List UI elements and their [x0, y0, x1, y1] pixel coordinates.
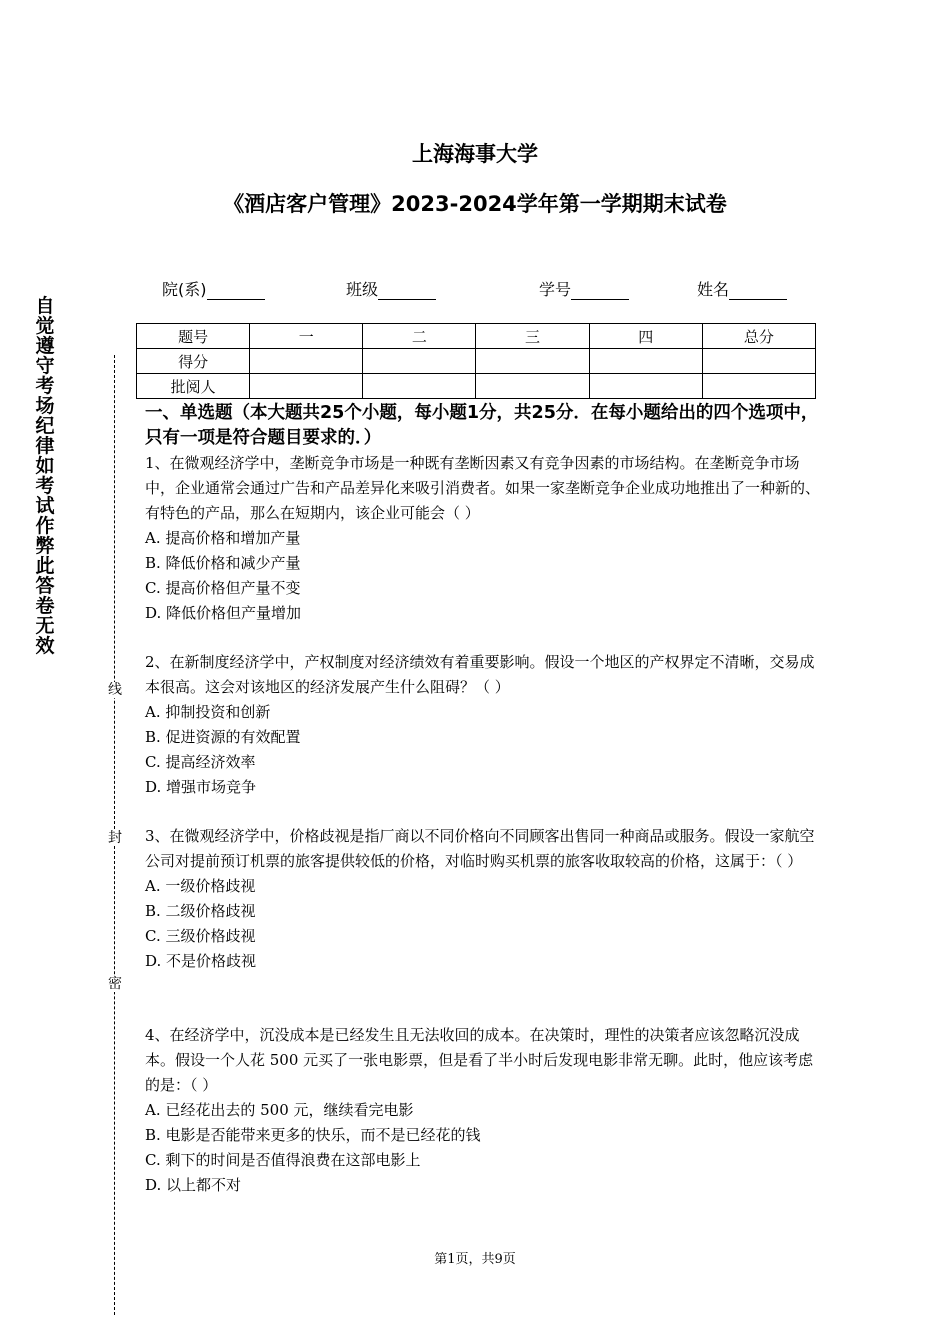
option-b[interactable]: B. 二级价格歧视 [145, 902, 256, 920]
reviewer-cell[interactable] [476, 374, 589, 399]
department-label: 院(系) [162, 280, 207, 299]
exam-title: 《酒店客户管理》2023-2024学年第一学期期末试卷 [223, 192, 727, 216]
score-header-cell: 题号 [137, 324, 250, 349]
class-blank[interactable] [378, 283, 436, 300]
score-cell[interactable] [476, 349, 589, 374]
score-cell[interactable] [363, 349, 476, 374]
question-4 [145, 1023, 825, 1198]
question-stem: 3、在微观经济学中，价格歧视是指厂商以不同价格向不同顾客出售同一种商品或服务。假设一家航空公司对提前预订机票的旅客提供较低的价格，对临时购买机票的旅客收取较高的价格，这属于：（ ） [145, 827, 815, 870]
question-2 [145, 650, 825, 800]
question-stem: 2、在新制度经济学中，产权制度对经济绩效有着重要影响。假设一个地区的产权界定不清晰，交易成本很高。这会对该地区的经济发展产生什么阻碍？（ ） [145, 653, 815, 696]
name-blank[interactable] [729, 283, 787, 300]
question-3 [145, 824, 825, 974]
student-id-field [539, 277, 629, 300]
score-header-cell: 二 [363, 324, 476, 349]
option-a[interactable]: A. 抑制投资和创新 [145, 703, 271, 721]
page-footer: 第1页，共9页 [434, 1252, 516, 1267]
reviewer-row-label: 批阅人 [137, 374, 250, 399]
score-cell[interactable] [250, 349, 363, 374]
score-cell[interactable] [702, 349, 815, 374]
student-id-blank[interactable] [571, 283, 629, 300]
name-label: 姓名 [697, 280, 730, 299]
question-stem: 1、在微观经济学中，垄断竞争市场是一种既有垄断因素又有竞争因素的市场结构。在垄断竞争市场中，企业通常会通过广告和产品差异化来吸引消费者。如果一家垄断竞争企业成功地推出了一种新的、有特色的产品，那么在短期内，该企业可能会（ ） [145, 454, 821, 522]
name-field [697, 277, 787, 300]
option-b[interactable]: B. 降低价格和减少产量 [145, 554, 301, 572]
university-title: 上海海事大学 [412, 142, 538, 166]
section-heading: 一、单选题（本大题共25个小题，每小题1分，共25分．在每小题给出的四个选项中，只有一项是符合题目要求的．） [145, 403, 819, 448]
class-field [346, 277, 436, 300]
department-field [162, 277, 265, 300]
cut-mark-seal: 封 [104, 830, 126, 846]
student-id-label: 学号 [539, 280, 572, 299]
option-c[interactable]: C. 提高价格但产量不变 [145, 579, 301, 597]
option-a[interactable]: A. 已经花出去的 500 元，继续看完电影 [145, 1101, 414, 1119]
cut-mark-secret: 密 [104, 976, 126, 992]
option-d[interactable]: D. 降低价格但产量增加 [145, 604, 302, 622]
score-row [137, 349, 816, 374]
cut-mark-line: 线 [104, 682, 126, 698]
question-stem: 4、在经济学中，沉没成本是已经发生且无法收回的成本。在决策时，理性的决策者应该忽略沉没成本。假设一个人花 500 元买了一张电影票，但是看了半小时后发现电影非常无聊。此时，他应该考虑的是：（ ） [145, 1026, 814, 1094]
reviewer-row [137, 374, 816, 399]
side-notice: 自觉遵守考场纪律如考试作弊此答卷无效 [35, 295, 55, 657]
option-c[interactable]: C. 剩下的时间是否值得浪费在这部电影上 [145, 1151, 421, 1169]
score-table-header-row [137, 324, 816, 349]
score-cell[interactable] [589, 349, 702, 374]
option-b[interactable]: B. 电影是否能带来更多的快乐，而不是已经花的钱 [145, 1126, 481, 1144]
question-1 [145, 451, 825, 626]
score-row-label: 得分 [137, 349, 250, 374]
option-d[interactable]: D. 以上都不对 [145, 1176, 242, 1194]
option-a[interactable]: A. 一级价格歧视 [145, 877, 256, 895]
option-d[interactable]: D. 增强市场竞争 [145, 778, 257, 796]
option-d[interactable]: D. 不是价格歧视 [145, 952, 257, 970]
reviewer-cell[interactable] [363, 374, 476, 399]
score-table [136, 323, 816, 399]
class-label: 班级 [346, 280, 379, 299]
score-header-cell: 一 [250, 324, 363, 349]
score-header-cell: 四 [589, 324, 702, 349]
reviewer-cell[interactable] [702, 374, 815, 399]
score-header-cell: 总分 [702, 324, 815, 349]
option-b[interactable]: B. 促进资源的有效配置 [145, 728, 301, 746]
reviewer-cell[interactable] [250, 374, 363, 399]
option-c[interactable]: C. 提高经济效率 [145, 753, 256, 771]
reviewer-cell[interactable] [589, 374, 702, 399]
department-blank[interactable] [207, 283, 265, 300]
option-c[interactable]: C. 三级价格歧视 [145, 927, 256, 945]
score-header-cell: 三 [476, 324, 589, 349]
option-a[interactable]: A. 提高价格和增加产量 [145, 529, 301, 547]
